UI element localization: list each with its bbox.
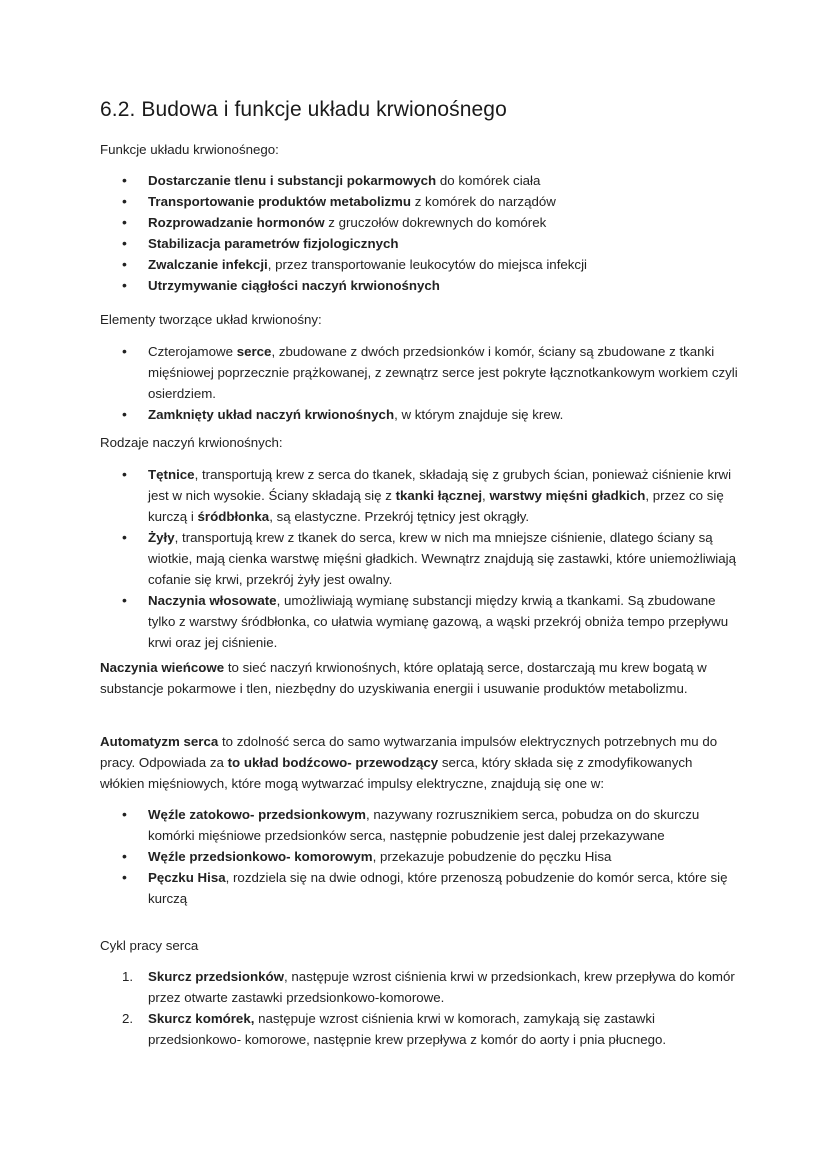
bold-term: Utrzymywanie ciągłości naczyń krwionośnych bbox=[148, 278, 440, 293]
item-number: 1. bbox=[122, 969, 134, 984]
list-text: , przekazuje pobudzenie do pęczku Hisa bbox=[372, 849, 612, 864]
bold-term: tkanki łącznej bbox=[395, 488, 483, 503]
functions-list bbox=[122, 170, 738, 296]
bullet-icon: • bbox=[122, 848, 127, 864]
bullet-icon: • bbox=[122, 172, 127, 188]
list-text: , umożliwiają wymianę substancji między krwią a tkankami. Są zbudowane tylko z warstwy śródbłonka, co ułatwia wymianę gazową, a wąski przekrój obniża tempo przepływu krwi oraz jej ciśnienie. bbox=[148, 593, 729, 650]
bold-term: Transportowanie produktów metabolizmu bbox=[148, 194, 412, 209]
bullet-icon: • bbox=[122, 592, 127, 608]
bold-term: Zwalczanie infekcji bbox=[148, 257, 268, 272]
list-text: , rozdziela się na dwie odnogi, które przenoszą pobudzenie do komór serca, które się kurczą bbox=[148, 870, 728, 906]
list-item bbox=[122, 846, 738, 867]
list-text: z komórek do narządów bbox=[411, 194, 556, 209]
elements-list bbox=[122, 341, 738, 425]
list-item bbox=[122, 254, 738, 275]
coronary-paragraph bbox=[100, 657, 740, 699]
bold-term: Żyły bbox=[148, 530, 175, 545]
bold-term: Tętnice bbox=[148, 467, 195, 482]
list-item bbox=[122, 404, 738, 425]
list-item bbox=[122, 804, 738, 846]
bold-term: Zamknięty układ naczyń krwionośnych bbox=[148, 407, 395, 422]
list-text: , są elastyczne. Przekrój tętnicy jest okrągły. bbox=[269, 509, 530, 524]
automatism-paragraph bbox=[100, 731, 740, 794]
bullet-icon: • bbox=[122, 869, 127, 885]
bold-term: Dostarczanie tlenu i substancji pokarmowych bbox=[148, 173, 437, 188]
page-title: 6.2. Budowa i funkcje układu krwionośnego bbox=[100, 98, 507, 121]
list-item bbox=[122, 1008, 738, 1050]
bold-term: Skurcz przedsionków bbox=[148, 969, 284, 984]
bold-term: Pęczku Hisa bbox=[148, 870, 226, 885]
list-item bbox=[122, 191, 738, 212]
list-text: , nazywany rozrusznikiem serca, pobudza on do skurczu komórki mięśniowe przedsionków serca, następnie pobudzenie jest dalej przekazywane bbox=[148, 807, 700, 843]
bullet-icon: • bbox=[122, 343, 127, 359]
bullet-icon: • bbox=[122, 466, 127, 482]
paragraph-text: to sieć naczyń krwionośnych, które oplatają serce, dostarczają mu krew bogatą w substancje pokarmowe i tlen, niezbędny do uzyskiwania energii i usuwanie produktów metabolizmu. bbox=[100, 660, 707, 696]
bold-term: Rozprowadzanie hormonów bbox=[148, 215, 325, 230]
functions-heading: Funkcje układu krwionośnego: bbox=[100, 142, 279, 157]
list-item bbox=[122, 212, 738, 233]
list-item bbox=[122, 464, 738, 527]
bold-term: Węźle zatokowo- przedsionkowym bbox=[148, 807, 366, 822]
bold-term: to układ bodźcowo- przewodzący bbox=[227, 755, 439, 770]
list-text: Czterojamowe bbox=[148, 344, 237, 359]
list-text: , przez co się kurczą i bbox=[148, 488, 724, 524]
list-text: następuje wzrost ciśnienia krwi w komorach, zamykają się zastawki przedsionkowo- komorowe, następnie krew przepływa z komór do aorty i pnia płucnego. bbox=[148, 1011, 667, 1047]
list-item bbox=[122, 966, 738, 1008]
bullet-icon: • bbox=[122, 214, 127, 230]
bullet-icon: • bbox=[122, 256, 127, 272]
list-item bbox=[122, 170, 738, 191]
bullet-icon: • bbox=[122, 806, 127, 822]
vessels-list bbox=[122, 464, 738, 653]
list-text: , bbox=[482, 488, 490, 503]
bold-term: śródbłonka bbox=[197, 509, 270, 524]
bold-term: Stabilizacja parametrów fizjologicznych bbox=[148, 236, 399, 251]
vessels-heading: Rodzaje naczyń krwionośnych: bbox=[100, 435, 283, 450]
bold-term: Węźle przedsionkowo- komorowym bbox=[148, 849, 373, 864]
list-text: , w którym znajduje się krew. bbox=[394, 407, 564, 422]
bullet-icon: • bbox=[122, 277, 127, 293]
list-item bbox=[122, 867, 738, 909]
bold-term: warstwy mięśni gładkich bbox=[489, 488, 646, 503]
bullet-icon: • bbox=[122, 235, 127, 251]
list-text: , zbudowane z dwóch przedsionków i komór, ściany są zbudowane z tkanki mięśniowej poprzecznie prążkowanej, z zewnątrz serce jest pokryte łącznotkankowym workiem czyli osierdziem. bbox=[148, 344, 738, 401]
item-number: 2. bbox=[122, 1011, 134, 1026]
bold-term: Skurcz komórek, bbox=[148, 1011, 255, 1026]
paragraph-text: serca, który składa się z zmodyfikowanych włókien mięśniowych, które mogą wytwarzać impulsy elektryczne, znajdują się one w: bbox=[100, 755, 693, 791]
list-item bbox=[122, 341, 738, 404]
list-item bbox=[122, 275, 738, 296]
list-text: , następuje wzrost ciśnienia krwi w przedsionkach, krew przepływa do komór przez otwarte zastawki przedsionkowo-komorowe. bbox=[148, 969, 735, 1005]
list-item bbox=[122, 590, 738, 653]
list-text: do komórek ciała bbox=[436, 173, 541, 188]
bold-term: Naczynia wieńcowe bbox=[100, 660, 225, 675]
elements-heading: Elementy tworzące układ krwionośny: bbox=[100, 312, 322, 327]
list-text: , transportują krew z tkanek do serca, krew w nich ma mniejsze ciśnienie, dlatego ściany są wiotkie, mają cienka warstwę mięśni gładkich. Wewnątrz znajdują się zastawki, które uniemożliwiają cofanie się krwi, przekrój żyły jest owalny. bbox=[148, 530, 737, 587]
bold-term: Automatyzm serca bbox=[100, 734, 219, 749]
list-item bbox=[122, 233, 738, 254]
list-text: , przez transportowanie leukocytów do miejsca infekcji bbox=[267, 257, 587, 272]
list-text: , transportują krew z serca do tkanek, składają się z grubych ścian, ponieważ ciśnienie krwi jest w nich wysokie. Ściany składają się z bbox=[148, 467, 732, 503]
automatism-list bbox=[122, 804, 738, 909]
cycle-heading: Cykl pracy serca bbox=[100, 938, 199, 953]
bullet-icon: • bbox=[122, 406, 127, 422]
list-item bbox=[122, 527, 738, 590]
paragraph-text: to zdolność serca do samo wytwarzania impulsów elektrycznych potrzebnych mu do pracy. Odpowiada za bbox=[100, 734, 718, 770]
bullet-icon: • bbox=[122, 529, 127, 545]
bold-term: Naczynia włosowate bbox=[148, 593, 277, 608]
cycle-list bbox=[122, 966, 738, 1050]
bold-term: serce bbox=[236, 344, 272, 359]
list-text: z gruczołów dokrewnych do komórek bbox=[324, 215, 547, 230]
bullet-icon: • bbox=[122, 193, 127, 209]
